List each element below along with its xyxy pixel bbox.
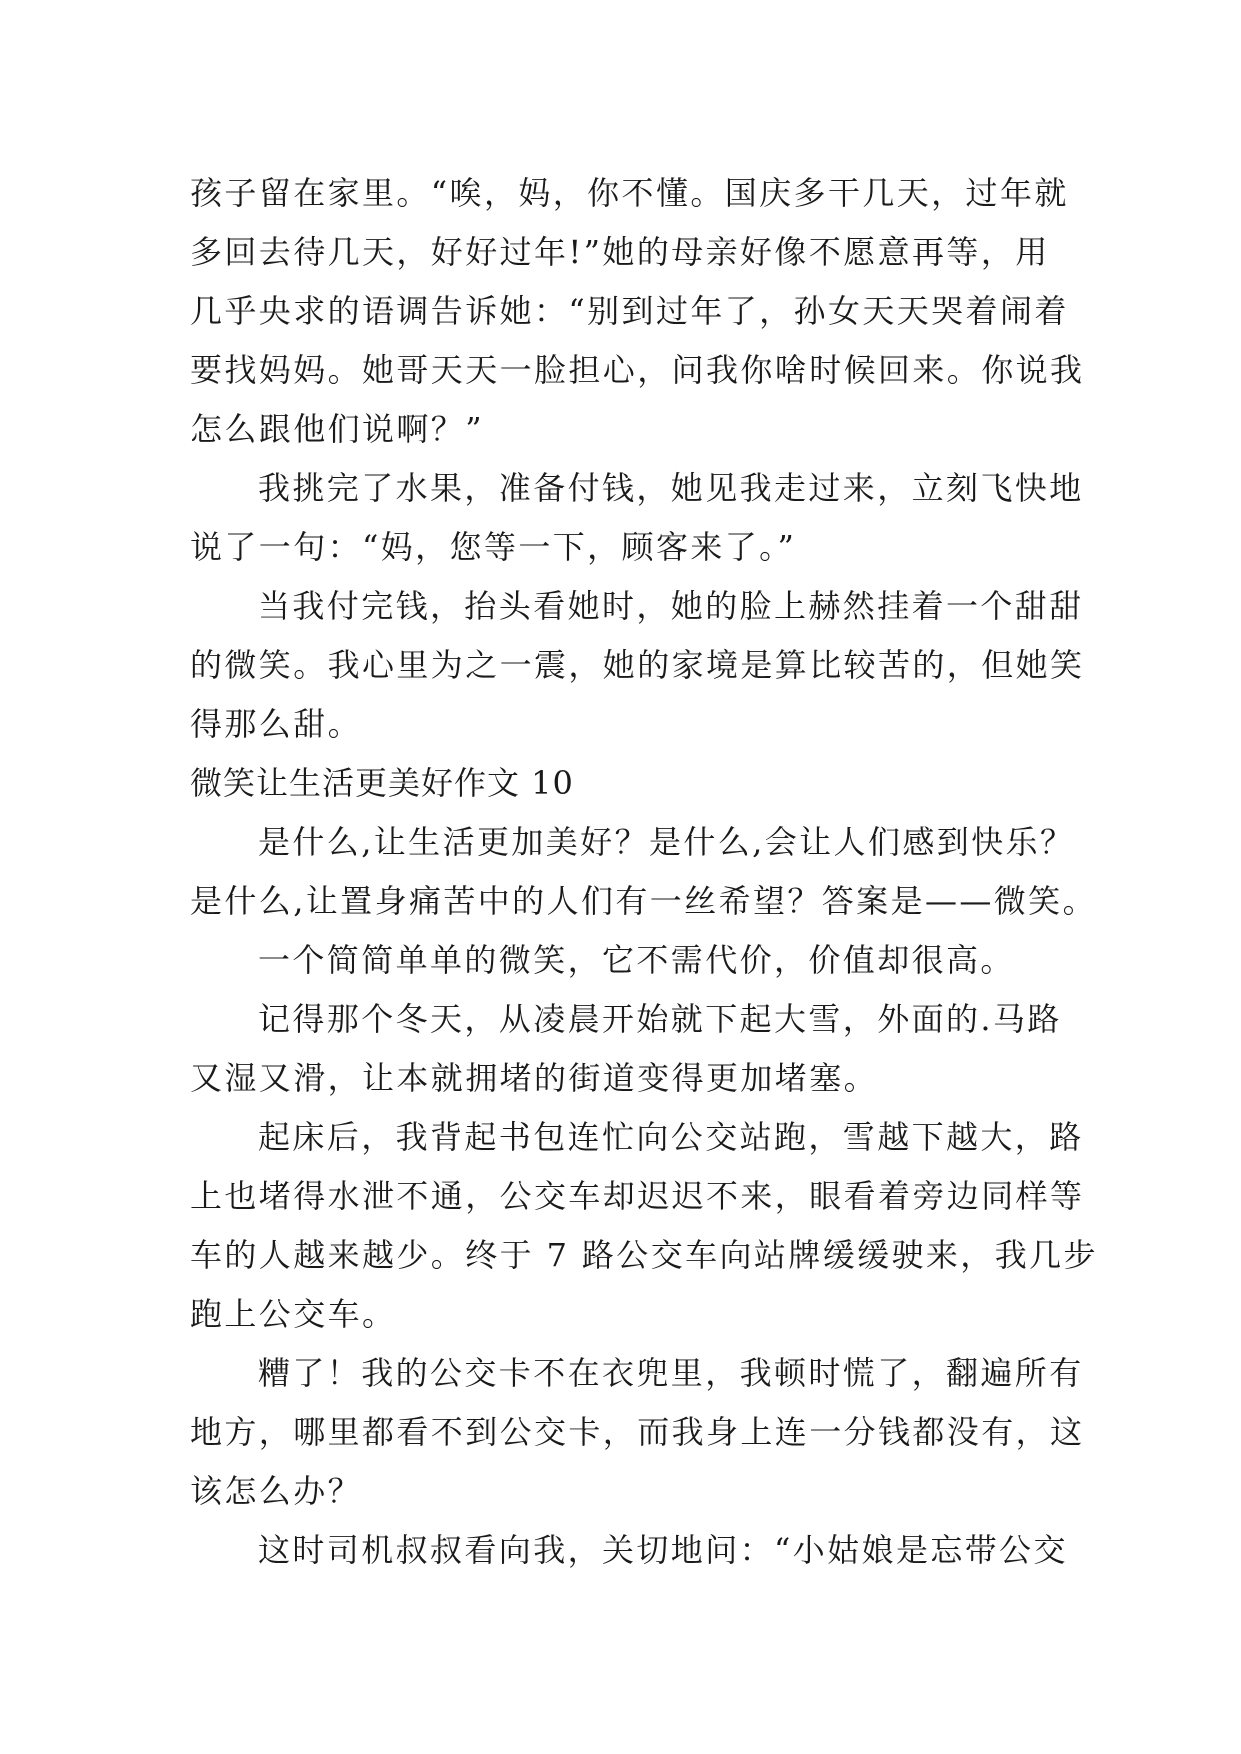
text-line: 上也堵得水泄不通，公交车却迟迟不来，眼看着旁边同样等 — [190, 1177, 1085, 1215]
text-line: 的微笑。我心里为之一震，她的家境是算比较苦的，但她笑 — [190, 646, 1085, 684]
text-line: 说了一句：“妈，您等一下，顾客来了。” — [190, 528, 797, 566]
text-line: 多回去待几天，好好过年!”她的母亲好像不愿意再等，用 — [190, 233, 1050, 271]
paragraph-first-line: 当我付完钱，抬头看她时，她的脸上赫然挂着一个甜甜 — [258, 587, 1084, 625]
text-line: 车的人越来越少。终于 7 路公交车向站牌缓缓驶来，我几步 — [190, 1236, 1098, 1274]
text-line: 该怎么办？ — [190, 1472, 363, 1510]
paragraph-first-line: 我挑完了水果，准备付钱，她见我走过来，立刻飞快地 — [258, 469, 1084, 507]
paragraph-first-line: 是什么,让生活更加美好？是什么,会让人们感到快乐？ — [258, 823, 1075, 861]
paragraph-first-line: 起床后，我背起书包连忙向公交站跑，雪越下越大，路 — [258, 1118, 1084, 1156]
text-line: 是什么,让置身痛苦中的人们有一丝希望？答案是——微笑。 — [190, 882, 1097, 920]
text-line: 跑上公交车。 — [190, 1295, 397, 1333]
essay-heading: 微笑让生活更美好作文 10 — [190, 764, 574, 802]
text-line: 孩子留在家里。“唉，妈，你不懂。国庆多干几天，过年就 — [190, 174, 1069, 212]
text-line: 要找妈妈。她哥天天一脸担心，问我你啥时候回来。你说我 — [190, 351, 1085, 389]
text-line: 几乎央求的语调告诉她：“别到过年了，孙女天天哭着闹着 — [190, 292, 1069, 330]
paragraph-first-line: 记得那个冬天，从凌晨开始就下起大雪，外面的.马路 — [258, 1000, 1062, 1038]
text-line: 怎么跟他们说啊？” — [190, 410, 484, 448]
text-line: 地方，哪里都看不到公交卡，而我身上连一分钱都没有，这 — [190, 1413, 1085, 1451]
text-line: 又湿又滑，让本就拥堵的街道变得更加堵塞。 — [190, 1059, 879, 1097]
document-body — [190, 164, 1098, 1580]
paragraph-first-line: 一个简简单单的微笑，它不需代价，价值却很高。 — [258, 941, 1015, 979]
paragraph-first-line: 糟了！我的公交卡不在衣兜里，我顿时慌了，翻遍所有 — [258, 1354, 1084, 1392]
paragraph-first-line: 这时司机叔叔看向我，关切地问：“小姑娘是忘带公交 — [258, 1531, 1068, 1569]
text-line: 得那么甜。 — [190, 705, 363, 743]
